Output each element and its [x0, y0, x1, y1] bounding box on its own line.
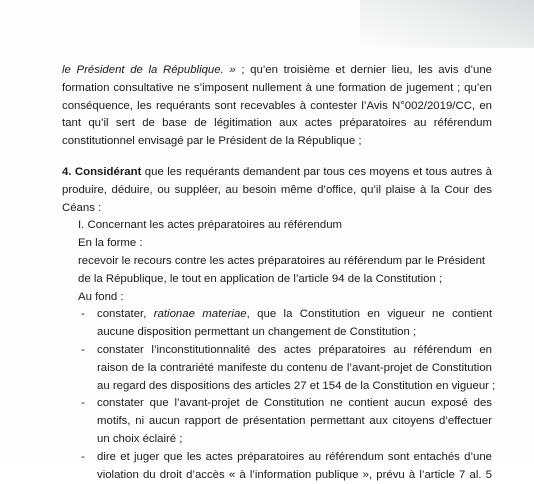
- list-item-line-2: aucune disposition permettant un changement de Constitution ;: [97, 326, 417, 339]
- list-item-line-1: constater que l’avant-projet de Constitution ne contient aucun exposé des: [97, 397, 492, 410]
- section-heading: I. Concernant les actes préparatoires au référendum: [78, 219, 343, 232]
- considerant-line-3: Céans :: [62, 201, 102, 214]
- forme-line-2: de la République, le tout en application de l’article 94 de la Constitution ;: [78, 272, 443, 285]
- bullet-dash: -: [81, 343, 85, 356]
- list-item-line-3: au regard des dispositions des articles 27 et 154 de la Constitution en vigueur ;: [97, 379, 496, 392]
- paragraph-avis: [62, 62, 492, 151]
- italic-quote: le Président de la République. »: [62, 64, 236, 76]
- au-fond-list: [78, 306, 496, 484]
- au-fond-label: Au fond :: [78, 290, 124, 303]
- paragraph-avis-line-4: tant qu’il sert de base de légitimation aux actes préparatoires au référendum: [62, 117, 492, 130]
- en-la-forme-label: En la forme :: [78, 237, 143, 250]
- document-body: [62, 62, 496, 484]
- paragraph-avis-line-5: constitutionnel envisagé par le Président de la République ;: [62, 135, 362, 148]
- forme-line-1: recevoir le recours contre les actes préparatoires au référendum par le Président: [78, 254, 486, 267]
- list-item-line-2: violation du droit d’accès « à l’information publique », prévu à l’article 7 al. 5: [97, 468, 492, 481]
- considerant-number: 4. Considérant: [62, 165, 142, 178]
- paragraph-considerant-4: [62, 164, 496, 484]
- paragraph-avis-line-3: conséquence, les requérants sont recevables à contester l’Avis N°002/2019/CC, en: [62, 99, 492, 112]
- paragraph-avis-line-2: formation consultative ne s’imposent nullement à une formation de jugement ; qu’en: [62, 81, 492, 94]
- bullet-dash: -: [81, 450, 85, 463]
- list-item: [78, 306, 492, 342]
- list-item: [78, 395, 492, 448]
- considerant-line-2: produire, déduire, ou suppléer, au besoin même d’office, qu’il plaise à la Cour des: [62, 183, 492, 196]
- list-item-line-1: constater l’inconstitutionnalité des actes préparatoires au référendum en: [97, 343, 492, 356]
- bullet-dash: -: [81, 397, 85, 410]
- scan-shadow: [360, 0, 534, 48]
- considerant-line-1: 4. Considérant que les requérants demandent par tous ces moyens et tous autres à: [62, 165, 492, 178]
- list-item-line-2: raison de la contrariété manifeste du contenu de l’avant-projet de Constitution: [97, 361, 492, 374]
- list-item-line-2: motifs, ni aucun rapport de présentation permettant aux citoyens d’effectuer: [97, 415, 492, 428]
- list-item: [78, 449, 492, 484]
- italic-term: rationae materiae: [153, 308, 247, 321]
- list-item-line-1: constater, rationae materiae, que la Constitution en vigueur ne contient: [97, 308, 492, 321]
- list-item: [78, 342, 496, 395]
- bullet-dash: -: [81, 308, 85, 321]
- list-item-line-1: dire et juger que les actes préparatoires au référendum sont entachés d’une: [97, 450, 492, 463]
- list-item-line-3: un choix éclairé ;: [97, 432, 183, 445]
- paragraph-avis-line-1: le Président de la République. » ; qu’en troisième et dernier lieu, les avis d’une: [62, 64, 493, 76]
